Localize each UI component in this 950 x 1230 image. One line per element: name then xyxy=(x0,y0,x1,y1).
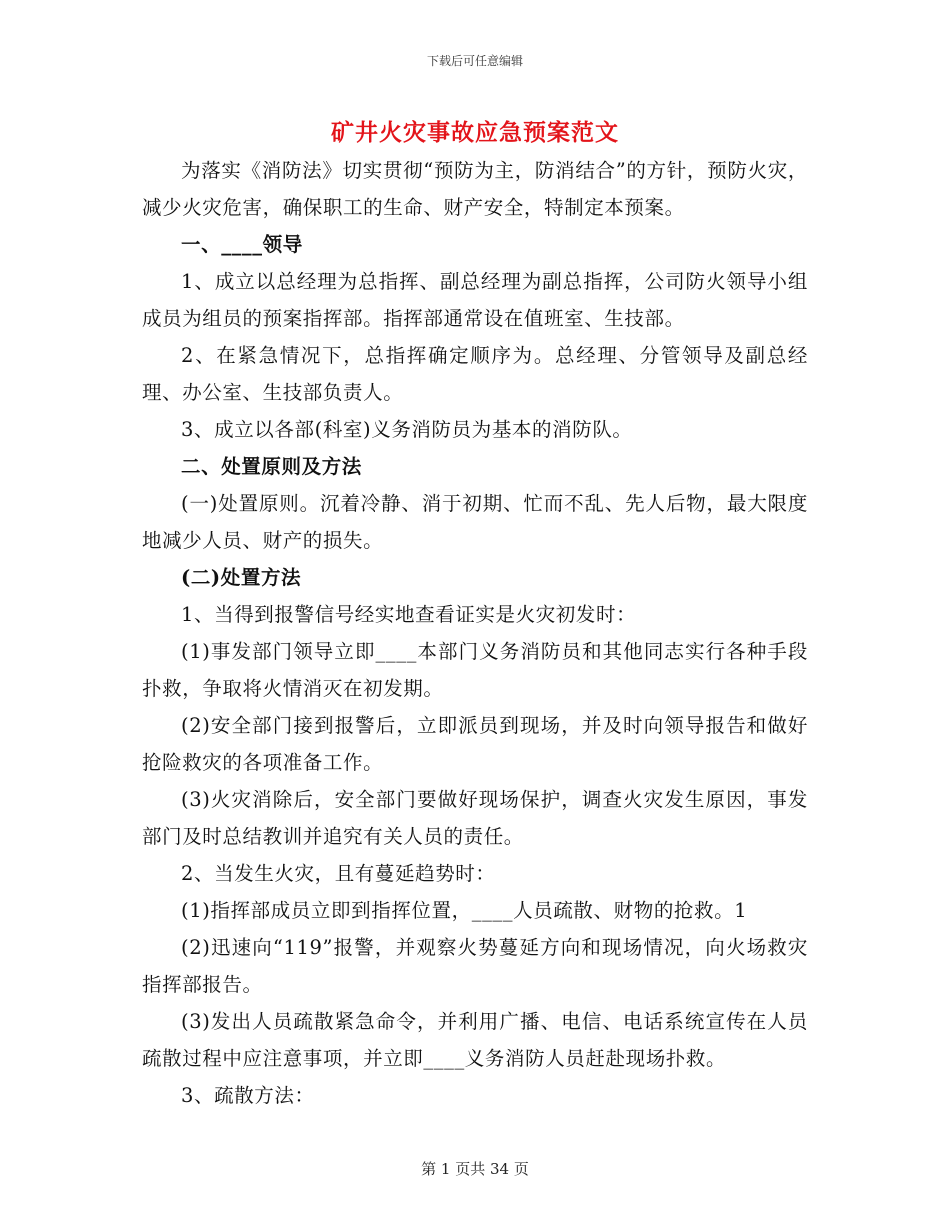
document-title: 矿井火灾事故应急预案范文 xyxy=(331,119,619,146)
paragraph: 1、成立以总经理为总指挥、副总经理为副总指挥，公司防火领导小组成员为组员的预案指挥部。指挥部通常设在值班室、生技部。 xyxy=(142,270,808,330)
paragraph: 1、当得到报警信号经实地查看证实是火灾初发时： xyxy=(181,603,637,626)
section-heading-2: 二、处置原则及方法 xyxy=(181,455,362,478)
document-body xyxy=(142,152,808,1114)
paragraph: 3、疏散方法： xyxy=(181,1084,315,1107)
page-footer: 第 1 页共 34 页 xyxy=(421,1160,529,1178)
paragraph: (3)发出人员疏散紧急命令，并利用广播、电信、电话系统宣传在人员疏散过程中应注意事项，并立即____义务消防人员赶赴现场扑救。 xyxy=(142,1010,808,1070)
section-heading-1: 一、____领导 xyxy=(181,233,303,256)
paragraph: (1)事发部门领导立即____本部门义务消防员和其他同志实行各种手段扑救，争取将火情消灭在初发期。 xyxy=(142,640,808,700)
subsection-heading: (二)处置方法 xyxy=(181,566,302,589)
paragraph: 2、当发生火灾，且有蔓延趋势时： xyxy=(181,862,496,885)
paragraph: (2)安全部门接到报警后，立即派员到现场，并及时向领导报告和做好抢险救灾的各项准备工作。 xyxy=(142,714,808,774)
header-note: 下载后可任意编辑 xyxy=(426,54,523,68)
paragraph: (3)火灾消除后，安全部门要做好现场保护，调查火灾发生原因，事发部门及时总结教训并追究有关人员的责任。 xyxy=(142,788,808,848)
paragraph: (一)处置原则。沉着冷静、消于初期、忙而不乱、先人后物，最大限度地减少人员、财产的损失。 xyxy=(142,492,808,552)
paragraph: (2)迅速向“119”报警，并观察火势蔓延方向和现场情况，向火场救灾指挥部报告。 xyxy=(142,936,808,996)
paragraph: 3、成立以各部(科室)义务消防员为基本的消防队。 xyxy=(181,418,633,441)
paragraph: (1)指挥部成员立即到指挥位置，____人员疏散、财物的抢救。1 xyxy=(181,899,748,922)
paragraph: 2、在紧急情况下，总指挥确定顺序为。总经理、分管领导及副总经理、办公室、生技部负责人。 xyxy=(142,344,808,404)
paragraph-intro: 为落实《消防法》切实贯彻“预防为主，防消结合”的方针，预防火灾，减少火灾危害，确保职工的生命、财产安全，特制定本预案。 xyxy=(142,159,808,219)
